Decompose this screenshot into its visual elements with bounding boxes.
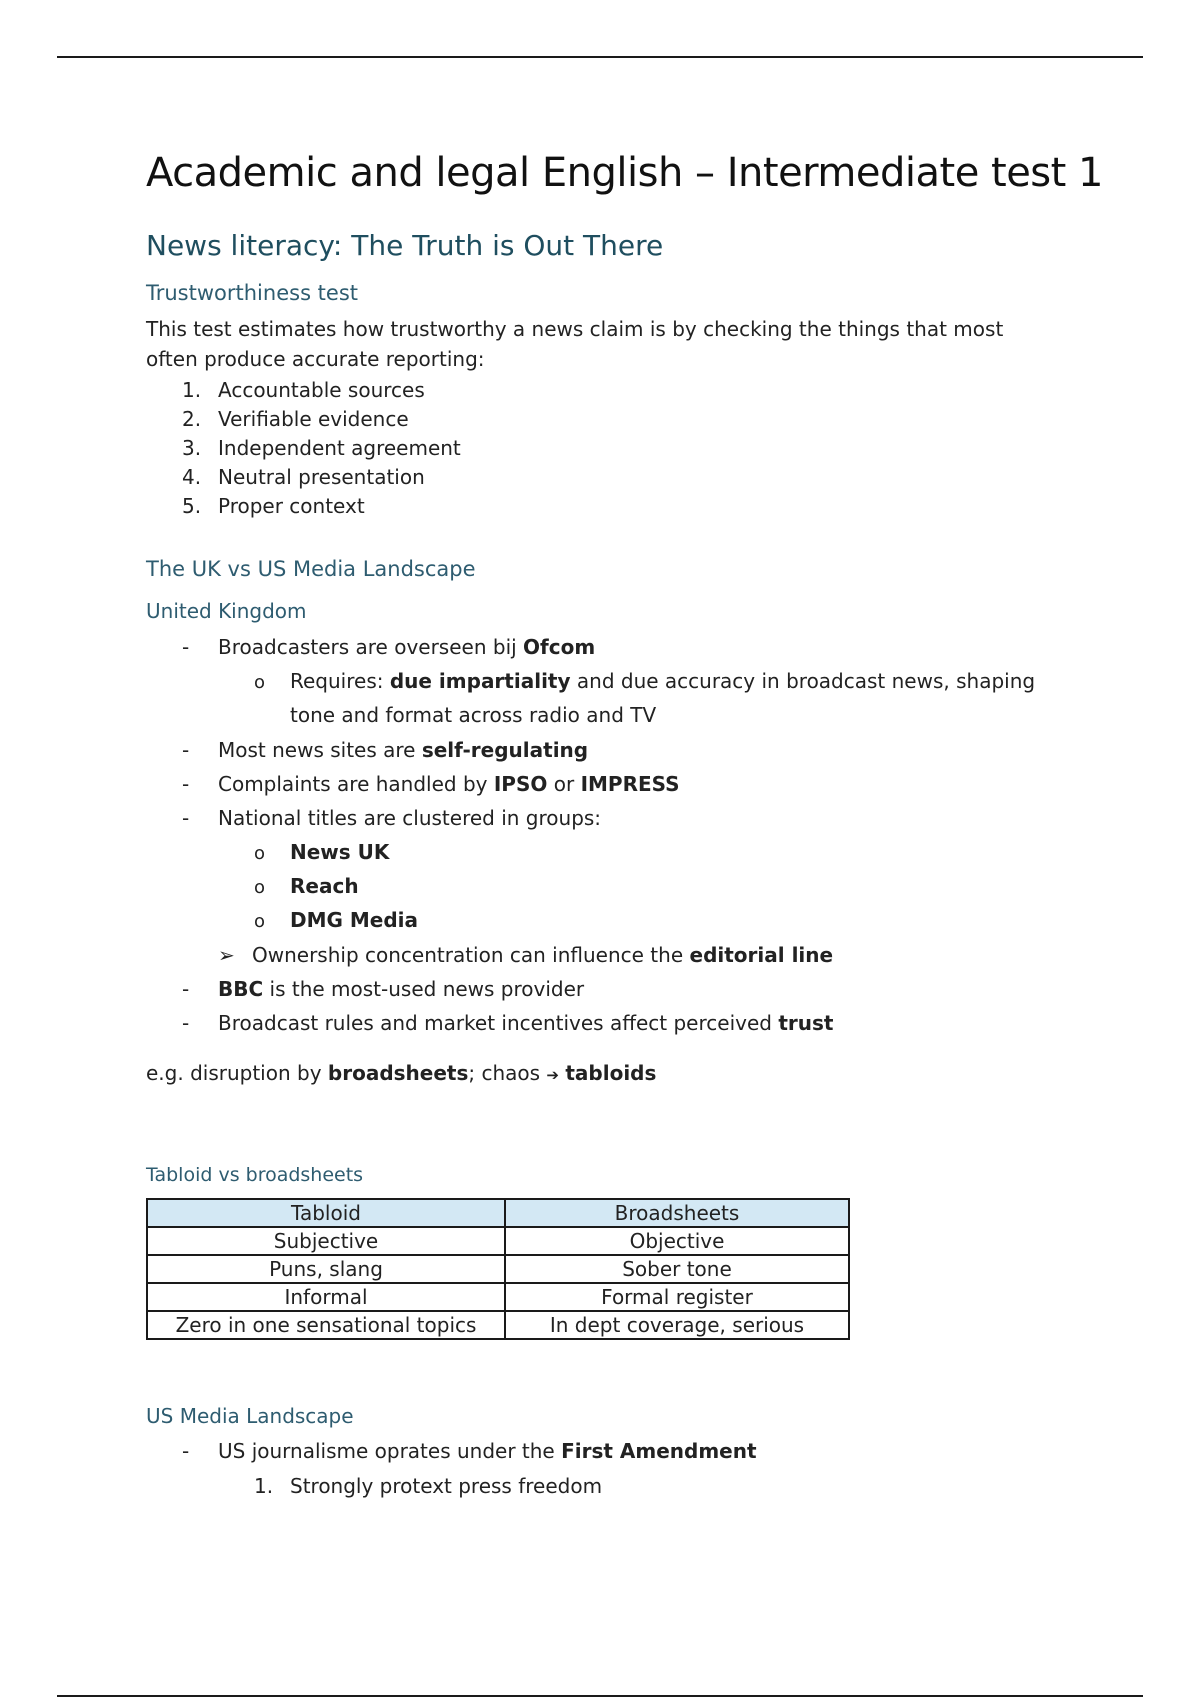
uk-heading: United Kingdom xyxy=(146,599,307,623)
text: e.g. disruption by xyxy=(146,1061,328,1085)
ownership-note xyxy=(252,943,833,967)
text: Ownership concentration can influence the xyxy=(252,943,690,967)
trustworthiness-heading: Trustworthiness test xyxy=(146,281,359,305)
dash-bullet: - xyxy=(182,772,190,796)
ofcom-sub-line-1 xyxy=(290,669,1035,693)
table-cell: Subjective xyxy=(147,1227,505,1255)
table-row xyxy=(147,1283,849,1311)
group-news-uk: News UK xyxy=(290,840,390,864)
dash-bullet: - xyxy=(182,1011,190,1035)
arrow-bullet-icon: ➢ xyxy=(218,943,235,967)
dash-bullet: - xyxy=(182,738,190,762)
dash-bullet: - xyxy=(182,1439,190,1463)
arrow-icon: ➔ xyxy=(546,1066,559,1084)
text: or xyxy=(547,772,581,796)
text: Complaints are handled by xyxy=(218,772,494,796)
list-number: 5. xyxy=(182,494,202,518)
bold-text: IMPRESS xyxy=(580,772,680,796)
list-number: 4. xyxy=(182,465,202,489)
table-cell: Informal xyxy=(147,1283,505,1311)
page-title: Academic and legal English – Intermediate test 1 xyxy=(146,150,1103,196)
table-cell: Zero in one sensational topics xyxy=(147,1311,505,1339)
bold-text: BBC xyxy=(218,977,264,1001)
landscape-heading: The UK vs US Media Landscape xyxy=(146,557,476,581)
text: is the most-used news provider xyxy=(263,977,585,1001)
group-dmg-media: DMG Media xyxy=(290,908,419,932)
bold-text: trust xyxy=(778,1011,834,1035)
bold-text: self-regulating xyxy=(421,738,589,762)
uk-bullet-complaints xyxy=(218,772,680,796)
dash-bullet: - xyxy=(182,806,190,830)
us-bullet-first-amendment xyxy=(218,1439,757,1463)
table-cell: Sober tone xyxy=(505,1255,849,1283)
table-header-row xyxy=(147,1199,849,1227)
bold-text: due impartiality xyxy=(389,669,571,693)
table-caption: Tabloid vs broadsheets xyxy=(146,1164,364,1186)
list-text: Proper context xyxy=(218,494,365,518)
circle-bullet: o xyxy=(254,877,266,898)
top-rule xyxy=(57,56,1143,58)
uk-bullet-self-regulating xyxy=(218,738,588,762)
table-row xyxy=(147,1255,849,1283)
uk-bullet-ofcom xyxy=(218,635,595,659)
table-row xyxy=(147,1311,849,1339)
text: US journalisme oprates under the xyxy=(218,1439,562,1463)
circle-bullet: o xyxy=(254,672,266,693)
list-text: Verifiable evidence xyxy=(218,407,409,431)
list-number: 3. xyxy=(182,436,202,460)
circle-bullet: o xyxy=(254,911,266,932)
uk-bullet-bbc xyxy=(218,977,584,1001)
uk-bullet-groups: National titles are clustered in groups: xyxy=(218,806,602,830)
list-text: Accountable sources xyxy=(218,378,425,402)
bold-text: editorial line xyxy=(689,943,834,967)
dash-bullet: - xyxy=(182,977,190,1001)
bold-text: Ofcom xyxy=(523,635,596,659)
table-cell: Formal register xyxy=(505,1283,849,1311)
table-row xyxy=(147,1227,849,1255)
bottom-rule xyxy=(57,1695,1143,1697)
list-text: Neutral presentation xyxy=(218,465,425,489)
circle-bullet: o xyxy=(254,843,266,864)
us-sub-item: Strongly protext press freedom xyxy=(290,1474,603,1498)
comparison-table xyxy=(146,1198,850,1340)
text: and due accuracy in broadcast news, shaping xyxy=(570,669,1036,693)
text: Broadcasters are overseen bij xyxy=(218,635,524,659)
bold-text: tabloids xyxy=(565,1061,657,1085)
text: Requires: xyxy=(290,669,390,693)
table-cell: Puns, slang xyxy=(147,1255,505,1283)
text: Broadcast rules and market incentives affect perceived xyxy=(218,1011,779,1035)
column-header: Tabloid xyxy=(147,1199,505,1227)
section-heading: News literacy: The Truth is Out There xyxy=(146,229,664,262)
list-number: 2. xyxy=(182,407,202,431)
list-text: Independent agreement xyxy=(218,436,461,460)
ofcom-sub-line-2: tone and format across radio and TV xyxy=(290,703,657,727)
table-cell: Objective xyxy=(505,1227,849,1255)
uk-bullet-trust xyxy=(218,1011,833,1035)
bold-text: IPSO xyxy=(493,772,548,796)
list-number: 1. xyxy=(254,1474,274,1498)
example-line xyxy=(146,1061,656,1085)
bold-text: broadsheets xyxy=(327,1061,469,1085)
dash-bullet: - xyxy=(182,635,190,659)
bold-text: First Amendment xyxy=(561,1439,757,1463)
intro-line-2: often produce accurate reporting: xyxy=(146,347,485,371)
text: ; chaos xyxy=(468,1061,547,1085)
list-number: 1. xyxy=(182,378,202,402)
table-cell: In dept coverage, serious xyxy=(505,1311,849,1339)
intro-line-1: This test estimates how trustworthy a news claim is by checking the things that most xyxy=(146,317,1004,341)
group-reach: Reach xyxy=(290,874,359,898)
us-heading: US Media Landscape xyxy=(146,1404,354,1428)
column-header: Broadsheets xyxy=(505,1199,849,1227)
text: Most news sites are xyxy=(218,738,422,762)
